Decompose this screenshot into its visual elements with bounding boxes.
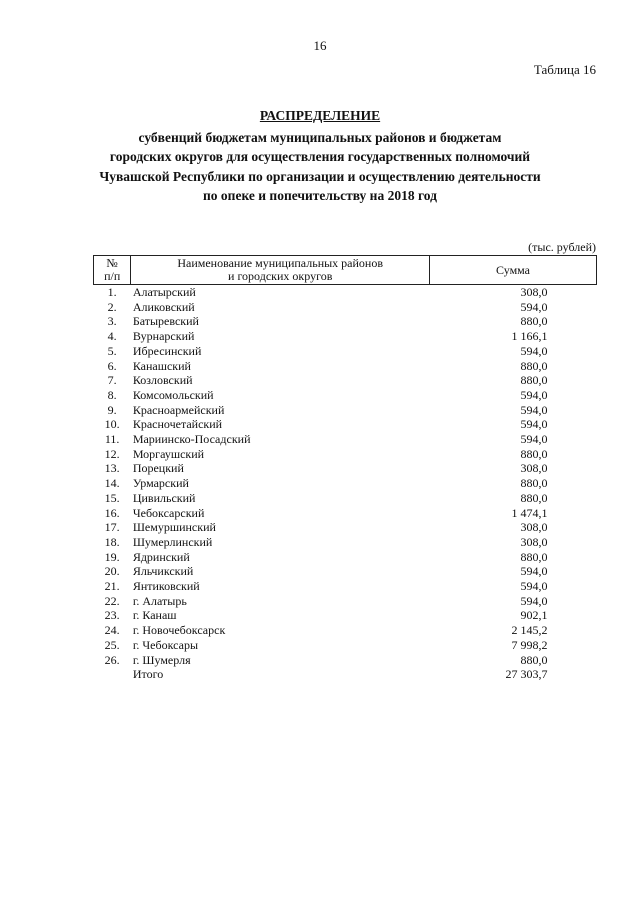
row-name: Итого: [132, 667, 164, 682]
row-number: 2.: [107, 299, 117, 314]
row-name: г. Канаш: [132, 608, 177, 623]
row-sum: 594,0: [520, 432, 548, 447]
header-sum: Сумма: [430, 256, 597, 285]
row-number: 6.: [107, 358, 117, 373]
row-name: Ядринский: [132, 549, 190, 564]
table-row: [94, 608, 597, 623]
row-sum: 902,1: [520, 608, 548, 623]
row-number: [94, 667, 131, 682]
row-name: Цивильский: [132, 490, 196, 505]
row-name: Батыревский: [132, 314, 199, 329]
row-sum: 594,0: [520, 417, 548, 432]
table-row: [94, 344, 597, 359]
header-number-line2: п/п: [104, 269, 121, 283]
table-row: [94, 653, 597, 668]
row-name: Алатырский: [132, 285, 196, 299]
row-number: 25.: [104, 637, 120, 652]
row-number: 3.: [107, 314, 117, 329]
row-sum: 594,0: [520, 579, 548, 594]
row-name: Ибресинский: [132, 343, 202, 358]
table-row: [94, 373, 597, 388]
row-number: 9.: [107, 402, 117, 417]
row-number: 15.: [104, 490, 120, 505]
row-name: г. Алатырь: [132, 593, 187, 608]
row-sum: 880,0: [520, 373, 548, 388]
row-sum: 880,0: [520, 358, 548, 373]
table-row: [94, 550, 597, 565]
row-name: Мариинско-Посадский: [132, 432, 251, 447]
table-row: [94, 388, 597, 403]
row-name: Яльчикский: [132, 564, 194, 579]
row-sum: 308,0: [520, 461, 548, 476]
row-number: 14.: [104, 476, 120, 491]
table-row: [94, 623, 597, 638]
row-name: г. Шумерля: [132, 652, 191, 667]
row-sum: 880,0: [520, 476, 548, 491]
total-row: [94, 667, 597, 682]
row-sum: 1 474,1: [511, 505, 548, 520]
table-row: [94, 314, 597, 329]
row-name: Красночетайский: [132, 417, 223, 432]
row-sum: 27 303,7: [505, 667, 548, 682]
table-row: [94, 535, 597, 550]
row-number: 18.: [104, 534, 120, 549]
title-main: РАСПРЕДЕЛЕНИЕ: [259, 108, 381, 123]
row-name: Чебоксарский: [132, 505, 205, 520]
table-row: [94, 300, 597, 315]
table-row: [94, 329, 597, 344]
row-number: 1.: [107, 285, 117, 299]
row-name: Вурнарский: [132, 329, 195, 344]
table-row: [94, 447, 597, 462]
table-row: [94, 285, 597, 300]
header-name: [131, 256, 430, 285]
row-sum: 594,0: [520, 402, 548, 417]
row-sum: 880,0: [520, 314, 548, 329]
row-number: 21.: [104, 579, 120, 594]
row-sum: 308,0: [520, 520, 548, 535]
row-number: 16.: [104, 505, 120, 520]
row-name: г. Новочебоксарск: [132, 623, 226, 638]
row-name: Урмарский: [132, 476, 189, 491]
title-line: по опеке и попечительству на 2018 год: [203, 188, 437, 203]
table-row: [94, 520, 597, 535]
table-row: [94, 417, 597, 432]
row-sum: 2 145,2: [511, 623, 548, 638]
row-number: 13.: [104, 461, 120, 476]
units-note: (тыс. рублей): [528, 240, 596, 254]
row-number: 26.: [104, 652, 120, 667]
table-row: [94, 638, 597, 653]
document-title: [40, 106, 600, 206]
distribution-table: [93, 255, 597, 682]
row-sum: 594,0: [520, 387, 548, 402]
row-sum: 880,0: [520, 549, 548, 564]
table-row: [94, 359, 597, 374]
row-number: 10.: [104, 417, 120, 432]
row-number: 8.: [107, 387, 117, 402]
row-name: Козловский: [132, 373, 193, 388]
table-row: [94, 461, 597, 476]
table-row: [94, 476, 597, 491]
row-sum: 594,0: [520, 593, 548, 608]
row-number: 19.: [104, 549, 120, 564]
header-name-line1: Наименование муниципальных районов: [177, 256, 384, 270]
row-name: Янтиковский: [132, 579, 200, 594]
row-name: Аликовский: [132, 299, 195, 314]
row-number: 22.: [104, 593, 120, 608]
row-sum: 308,0: [520, 285, 548, 299]
table-row: [94, 432, 597, 447]
table-header-row: [94, 256, 597, 285]
table-row: [94, 579, 597, 594]
row-number: 11.: [104, 432, 120, 447]
header-number-line1: №: [106, 256, 118, 270]
row-name: Шумерлинский: [132, 534, 213, 549]
page-number: 16: [313, 38, 327, 53]
header-number: [94, 256, 131, 285]
row-number: 12.: [104, 446, 120, 461]
row-name: г. Чебоксары: [132, 637, 199, 652]
table-row: [94, 594, 597, 609]
row-sum: 880,0: [520, 446, 548, 461]
table-body: [94, 285, 597, 682]
row-sum: 594,0: [520, 343, 548, 358]
row-name: Комсомольский: [132, 387, 214, 402]
row-sum: 880,0: [520, 652, 548, 667]
table-row: [94, 506, 597, 521]
title-line: субвенций бюджетам муниципальных районов и бюджетам: [138, 129, 502, 145]
table-row: [94, 564, 597, 579]
row-name: Шемуршинский: [132, 520, 216, 535]
row-sum: 594,0: [520, 564, 548, 579]
row-sum: 308,0: [520, 534, 548, 549]
row-name: Красноармейский: [132, 402, 225, 417]
row-number: 17.: [104, 520, 120, 535]
title-line: Чувашской Республики по организации и осуществлению деятельности: [99, 168, 541, 184]
row-number: 5.: [107, 343, 117, 358]
table-row: [94, 403, 597, 418]
row-number: 24.: [104, 623, 120, 638]
row-number: 4.: [107, 329, 117, 344]
row-sum: 1 166,1: [511, 329, 548, 344]
table-label: Таблица 16: [533, 62, 596, 77]
row-sum: 880,0: [520, 490, 548, 505]
row-number: 7.: [107, 373, 117, 388]
title-line: городских округов для осуществления государственных полномочий: [109, 149, 531, 164]
row-number: 23.: [104, 608, 120, 623]
row-sum: 594,0: [520, 299, 548, 314]
row-name: Моргаушский: [132, 446, 205, 461]
row-sum: 7 998,2: [511, 637, 548, 652]
table-row: [94, 491, 597, 506]
row-number: 20.: [104, 564, 120, 579]
row-name: Канашский: [132, 358, 191, 373]
header-name-line2: и городских округов: [228, 269, 333, 283]
row-name: Порецкий: [132, 461, 184, 476]
